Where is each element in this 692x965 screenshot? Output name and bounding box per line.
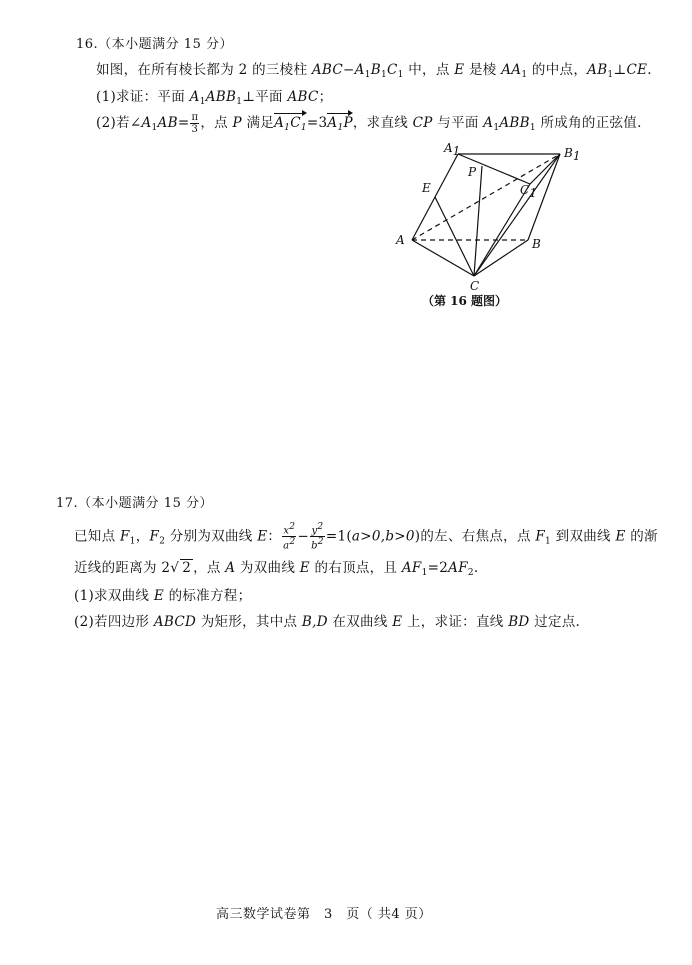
q16-part1: (1)求证：平面 $A_1ABB_1\perp$平面 ABC； <box>96 89 333 107</box>
label-c: C <box>470 279 480 290</box>
q16-heading: 16.（本小题满分 15 分） <box>76 37 233 52</box>
q17-stem-line2: 近线的距离为 2√ 2 ，点 A 为双曲线 E 的右顶点，且 $AF_1=2AF_2$. <box>74 560 479 578</box>
pi-over-3-fraction: $\frac{\pi}{3}$ <box>191 112 199 135</box>
figure-caption: （第 16 题图） <box>422 294 508 308</box>
label-b1: B1 <box>564 146 581 163</box>
prism-figure <box>388 140 588 290</box>
q16-part2: (2)若$\angle A_1AB=$ $\frac{\pi}{3}$ ，点 P 满足$A_1C_1=3A_1P$，求直线 CP 与平面 $A_1ABB_1$ 所成角的正弦值. <box>96 112 642 135</box>
q17-part2: (2)若四边形 ABCD 为矩形，其中点 B,D 在双曲线 E 上，求证：直线 BD 过定点. <box>74 614 581 630</box>
label-a1: A1 <box>444 141 461 158</box>
page-footer: 高三数学试卷第 3 页（ 共4 页） <box>216 907 432 922</box>
q17-heading: 17.（本小题满分 15 分） <box>56 496 213 511</box>
label-b: B <box>532 237 541 251</box>
q16-stem: 如图，在所有棱长都为 2 的三棱柱 $ABC-A_1B_1C_1$ 中，点 E 是棱 $AA_1$ 的中点，$AB_1\perp CE$. <box>96 62 652 80</box>
label-p: P <box>468 165 477 179</box>
label-c1: C1 <box>520 183 537 200</box>
label-e: E <box>422 181 431 195</box>
x2-over-a2: $\frac{x^2}{a^2}$ <box>283 522 296 552</box>
y2-over-b2: $\frac{y^2}{b^2}$ <box>311 522 324 552</box>
q17-stem-line1: 已知点 $F_1$，$F_2$ 分别为双曲线 E： $\frac{x^2}{a^2}$ − $\frac{y^2}{b^2}$ =1(a>0,b>0)的左、右焦点，点 $F_1$ 到双曲线 E 的渐 <box>74 522 658 552</box>
q17-part1: (1)求双曲线 E 的标准方程； <box>74 588 252 604</box>
vector-a1c1: $A_1C_1$ <box>274 112 307 133</box>
vector-a1p: $A_1P$ <box>327 112 352 133</box>
label-a: A <box>396 233 405 247</box>
